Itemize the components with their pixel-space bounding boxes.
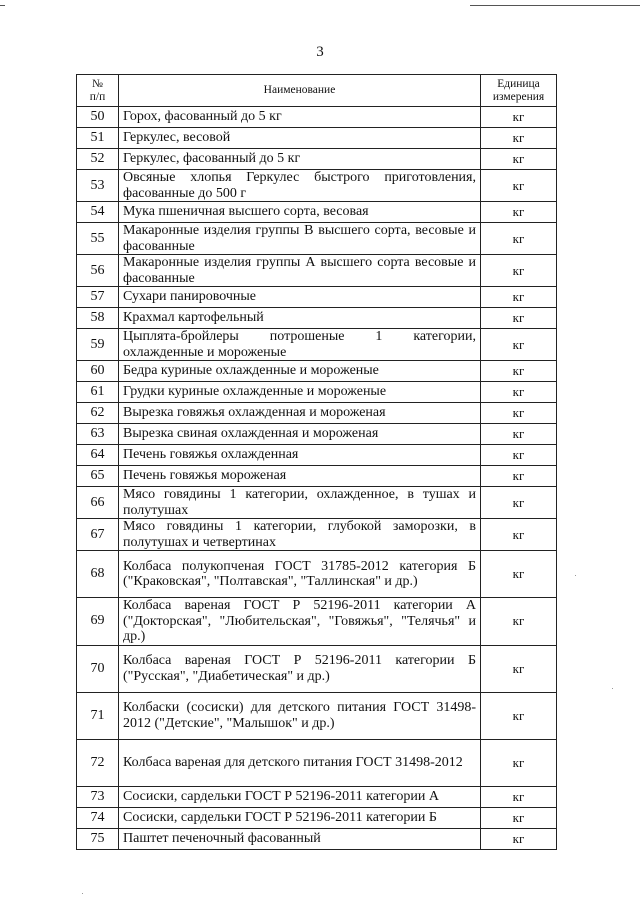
row-number: 68 — [77, 551, 119, 598]
table-row — [77, 403, 557, 424]
row-unit: кг — [481, 361, 557, 382]
table-row — [77, 361, 557, 382]
row-unit: кг — [481, 645, 557, 692]
table-row — [77, 329, 557, 361]
row-number: 63 — [77, 424, 119, 445]
row-name: Вырезка свиная охлажденная и мороженая — [119, 424, 481, 445]
scan-speck — [612, 688, 613, 689]
scan-speck — [82, 893, 83, 894]
row-unit: кг — [481, 551, 557, 598]
row-number: 60 — [77, 361, 119, 382]
table-row — [77, 149, 557, 170]
row-number: 57 — [77, 287, 119, 308]
row-name: Крахмал картофельный — [119, 308, 481, 329]
row-number: 53 — [77, 170, 119, 202]
row-number: 71 — [77, 692, 119, 739]
row-number: 61 — [77, 382, 119, 403]
row-unit: кг — [481, 487, 557, 519]
row-name: Макаронные изделия группы В высшего сорта, весовые и фасованные — [119, 223, 481, 255]
row-number: 74 — [77, 807, 119, 828]
row-name: Колбаса вареная для детского питания ГОСТ 31498-2012 — [119, 739, 481, 786]
row-unit: кг — [481, 786, 557, 807]
scan-speck — [575, 575, 576, 576]
row-unit: кг — [481, 424, 557, 445]
table-row — [77, 551, 557, 598]
row-name: Колбаса вареная ГОСТ Р 52196-2011 категории Б ("Русская", "Диабетическая" и др.) — [119, 645, 481, 692]
table-row — [77, 466, 557, 487]
table-row — [77, 202, 557, 223]
table-row — [77, 382, 557, 403]
row-unit: кг — [481, 202, 557, 223]
row-number: 50 — [77, 107, 119, 128]
row-name: Геркулес, весовой — [119, 128, 481, 149]
row-number: 70 — [77, 645, 119, 692]
table-row — [77, 424, 557, 445]
table-row — [77, 692, 557, 739]
row-name: Сосиски, сардельки ГОСТ Р 52196-2011 категории А — [119, 786, 481, 807]
row-number: 51 — [77, 128, 119, 149]
scan-top-rule — [0, 5, 5, 6]
row-number: 62 — [77, 403, 119, 424]
row-name: Паштет печеночный фасованный — [119, 828, 481, 849]
row-unit: кг — [481, 598, 557, 646]
row-name: Сухари панировочные — [119, 287, 481, 308]
row-number: 69 — [77, 598, 119, 646]
product-table — [76, 74, 557, 850]
row-name: Колбаса вареная ГОСТ Р 52196-2011 категории А ("Докторская", "Любительская", "Говяжья", "Телячья" и др.) — [119, 598, 481, 646]
row-name: Геркулес, фасованный до 5 кг — [119, 149, 481, 170]
row-unit: кг — [481, 519, 557, 551]
row-unit: кг — [481, 287, 557, 308]
scan-top-rule — [470, 5, 640, 6]
page-number: 3 — [316, 44, 324, 60]
table-row — [77, 807, 557, 828]
table-row — [77, 308, 557, 329]
row-name: Колбаски (сосиски) для детского питания ГОСТ 31498-2012 ("Детские", "Малышок" и др.) — [119, 692, 481, 739]
row-unit: кг — [481, 128, 557, 149]
row-name: Горох, фасованный до 5 кг — [119, 107, 481, 128]
table-header-row — [77, 75, 557, 107]
row-number: 67 — [77, 519, 119, 551]
row-name: Печень говяжья охлажденная — [119, 445, 481, 466]
row-unit: кг — [481, 807, 557, 828]
row-number: 54 — [77, 202, 119, 223]
row-name: Бедра куриные охлажденные и мороженые — [119, 361, 481, 382]
table-row — [77, 519, 557, 551]
row-number: 52 — [77, 149, 119, 170]
table-row — [77, 255, 557, 287]
row-name: Овсяные хлопья Геркулес быстрого приготовления, фасованные до 500 г — [119, 170, 481, 202]
table-row — [77, 445, 557, 466]
row-unit: кг — [481, 308, 557, 329]
table-row — [77, 828, 557, 849]
header-unit: Единица измерения — [481, 75, 557, 107]
table-row — [77, 170, 557, 202]
row-number: 56 — [77, 255, 119, 287]
row-number: 75 — [77, 828, 119, 849]
row-unit: кг — [481, 223, 557, 255]
row-name: Мука пшеничная высшего сорта, весовая — [119, 202, 481, 223]
row-number: 72 — [77, 739, 119, 786]
row-unit: кг — [481, 828, 557, 849]
row-name: Макаронные изделия группы А высшего сорта весовые и фасованные — [119, 255, 481, 287]
table-row — [77, 287, 557, 308]
row-number: 64 — [77, 445, 119, 466]
row-name: Цыплята-бройлеры потрошеные 1 категории, охлажденные и мороженые — [119, 329, 481, 361]
row-unit: кг — [481, 466, 557, 487]
row-number: 55 — [77, 223, 119, 255]
row-name: Колбаса полукопченая ГОСТ 31785-2012 категория Б ("Краковская", "Полтавская", "Таллинская" и др.) — [119, 551, 481, 598]
table-row — [77, 645, 557, 692]
row-unit: кг — [481, 149, 557, 170]
row-name: Вырезка говяжья охлажденная и мороженая — [119, 403, 481, 424]
row-unit: кг — [481, 739, 557, 786]
row-unit: кг — [481, 255, 557, 287]
row-number: 66 — [77, 487, 119, 519]
row-number: 73 — [77, 786, 119, 807]
row-unit: кг — [481, 403, 557, 424]
table-row — [77, 107, 557, 128]
header-number: № п/п — [77, 75, 119, 107]
table-row — [77, 598, 557, 646]
row-name: Печень говяжья мороженая — [119, 466, 481, 487]
row-name: Мясо говядины 1 категории, охлажденное, в тушах и полутушах — [119, 487, 481, 519]
row-number: 58 — [77, 308, 119, 329]
table-row — [77, 786, 557, 807]
row-unit: кг — [481, 329, 557, 361]
table-body — [77, 107, 557, 850]
row-unit: кг — [481, 445, 557, 466]
table-row — [77, 128, 557, 149]
row-name: Сосиски, сардельки ГОСТ Р 52196-2011 категории Б — [119, 807, 481, 828]
header-name: Наименование — [119, 75, 481, 107]
row-unit: кг — [481, 107, 557, 128]
row-number: 65 — [77, 466, 119, 487]
row-name: Грудки куриные охлажденные и мороженые — [119, 382, 481, 403]
table-row — [77, 487, 557, 519]
row-unit: кг — [481, 692, 557, 739]
table-row — [77, 223, 557, 255]
row-name: Мясо говядины 1 категории, глубокой заморозки, в полутушах и четвертинах — [119, 519, 481, 551]
table-row — [77, 739, 557, 786]
row-unit: кг — [481, 170, 557, 202]
row-unit: кг — [481, 382, 557, 403]
row-number: 59 — [77, 329, 119, 361]
